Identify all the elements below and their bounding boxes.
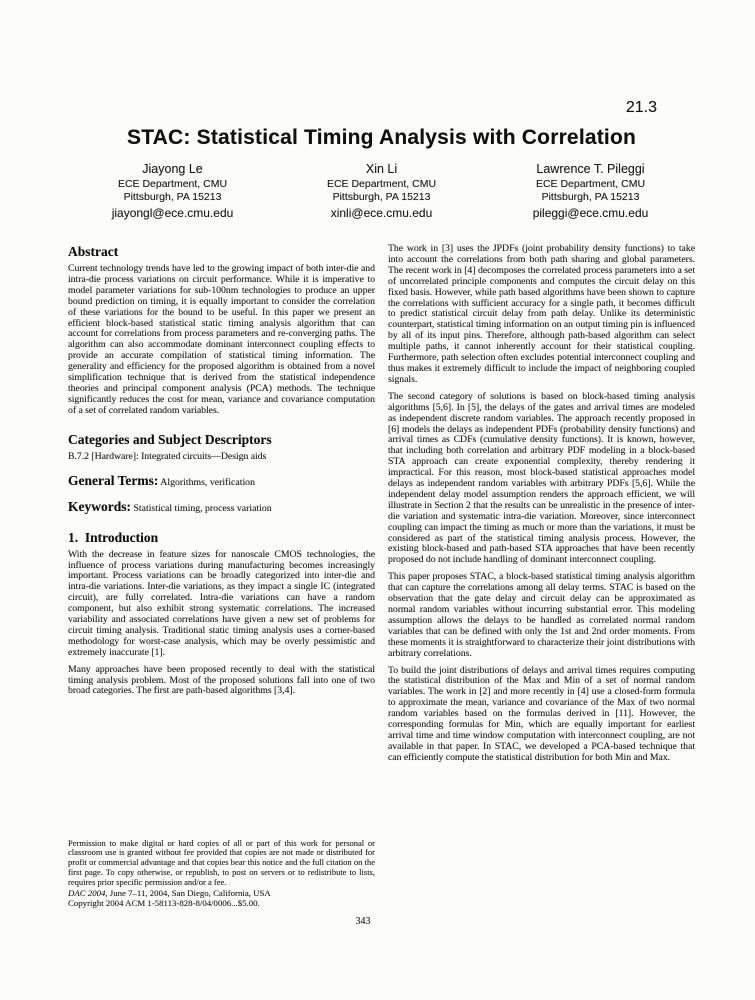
- venue-details: June 7–11, 2004, San Diego, California, USA: [107, 887, 271, 898]
- categories-text: B.7.2 [Hardware]: Integrated circuits—Design aids: [68, 450, 267, 462]
- keywords-heading: Keywords:: [68, 498, 131, 514]
- right-column: [388, 244, 695, 916]
- page-number: 343: [355, 916, 371, 927]
- abstract-heading: Abstract: [68, 244, 119, 259]
- author-name: Xin Li: [365, 162, 398, 176]
- left-column: [68, 244, 375, 916]
- venue-name: DAC 2004,: [68, 887, 108, 898]
- general-terms-heading: General Terms:: [68, 472, 159, 488]
- body-paragraph: The second category of solutions is based on block-based timing analysis algorithms [5,6]. In [5], the delays of the gates and arrival times are modeled as independent discrete random variables. The approach recently proposed in [6] models the delays as independent PDFs (probability density functions) and arrival times as CDFs (cumulative density functions). It is known, however, that including both correlation and arbitrary PDF modeling in a block-based STA approach can create exponential complexity, thereby rendering it impractical. For this reason, most block-based statistical approaches model delays as independent random variables with arbitrary PDFs [5,6]. While the independent delay model assumption renders the approach efficient, we will illustrate in Section 2 that the results can be unrealistic in the presence of inter-die variation and systematic intra-die variation. Moreover, since interconnect coupling can impact the timing as much or more than the variations, it must be considered as part of the statistical timing analysis process. However, the existing block-based and path-based STA approaches that have been recently proposed do not include handling of dominant interconnect coupling.: [388, 390, 695, 566]
- author-name: Jiayong Le: [142, 162, 203, 176]
- author-affiliation: ECE Department, CMU: [326, 178, 437, 190]
- introduction-heading: 1. Introduction: [68, 529, 159, 545]
- categories-heading: Categories and Subject Descriptors: [68, 431, 272, 447]
- keywords-text: Statistical timing, process variation: [133, 502, 272, 514]
- copyright-line: Copyright 2004 ACM 1-58113-828-8/04/0006...$5.00.: [68, 897, 260, 908]
- author-email: pileggi@ece.cmu.edu: [532, 206, 649, 220]
- introduction-paragraph: Many approaches have been proposed recently to deal with the statistical timing analysis problem. Most of the proposed solutions fall into one of two broad categories. The first are path-based algorithms [3,4].: [68, 663, 375, 697]
- body-paragraph: This paper proposes STAC, a block-based statistical timing analysis algorithm that can capture the correlations among all delay terms. STAC is based on the observation that the gate delay and circuit delay can be approximated as normal random variables without incurring substantial error. This modeling assumption allows the delays to be handled as correlated normal random variables that can be defined with only the 1st and 2nd order moments. From these moments it is straightforward to characterize their joint distributions with arbitrary correlations.: [388, 571, 695, 659]
- permission-notice: [68, 839, 375, 916]
- venue-line: [68, 888, 375, 898]
- author-1: [68, 162, 277, 220]
- permission-text: Permission to make digital or hard copies of all or part of this work for personal or classroom use is granted without fee provided that copies are not made or distributed for profit or commercial advantage and that copies bear this notice and the full citation on the first page. To copy otherwise, or republish, to post on servers or to redistribute to lists, requires prior specific permission and/or a fee.: [68, 837, 375, 887]
- author-name: Lawrence T. Pileggi: [536, 162, 645, 176]
- keywords-line: [68, 498, 375, 515]
- introduction-paragraph: With the decrease in feature sizes for nanoscale CMOS technologies, the influence of process variations during manufacturing becomes increasingly important. Process variations can be broadly categorized into inter-die and intra-die variations. Inter-die variations, as they impact a single IC (integrated circuit), are fully correlated. Intra-die variations can have a random component, but also exhibit strong systematic correlations. The increased variability and associated correlations have given a new set of problems for circuit timing analysis. Traditional static timing analysis uses a corner-based methodology for worst-case analysis, which may be overly pessimistic and extremely inaccurate [1].: [68, 548, 375, 658]
- abstract-text: Current technology trends have led to the growing impact of both inter-die and intra-die process variations on circuit performance. While it is imperative to model parameter variations for sub-100nm technologies to produce an upper bound prediction on timing, it is equally important to consider the correlation of these variations for the bound to be useful. In this paper we present an efficient block-based statistical static timing analysis algorithm that can account for correlations from process parameters and re-converging paths. The algorithm can also accommodate dominant interconnect coupling effects to provide an accurate compilation of statistical timing information. The generality and efficiency for the proposed algorithm is obtained from a novel simplification technique that is derived from the statistical independence theories and principal component analysis (PCA) methods. The technique significantly reduces the cost for mean, variance and covariance computation of a set of correlated random variables.: [68, 263, 375, 416]
- author-affiliation: ECE Department, CMU: [535, 178, 646, 190]
- author-email: jiayongl@ece.cmu.edu: [111, 206, 234, 220]
- author-affiliation: Pittsburgh, PA 15213: [541, 191, 640, 203]
- session-number: 21.3: [625, 99, 657, 116]
- author-affiliation: Pittsburgh, PA 15213: [332, 191, 431, 203]
- author-3: [486, 162, 695, 220]
- paper-title: STAC: Statistical Timing Analysis with Correlation: [126, 126, 637, 149]
- general-terms-line: [68, 472, 375, 489]
- author-affiliation: Pittsburgh, PA 15213: [123, 191, 222, 203]
- author-affiliation: ECE Department, CMU: [117, 178, 228, 190]
- author-email: xinli@ece.cmu.edu: [330, 206, 433, 220]
- two-column-body: [68, 244, 695, 916]
- author-2: [277, 162, 486, 220]
- author-block: [68, 162, 695, 220]
- body-paragraph: The work in [3] uses the JPDFs (joint probability density functions) to take into account the correlations from both path sharing and global parameters. The recent work in [4] decomposes the correlated process parameters into a set of uncorrelated principle components and computes the circuit delay on this fixed basis. However, while path based algorithms have been shown to capture the correlations with sufficient accuracy for a single path, it becomes difficult to predict statistical circuit delay from path delay. Unlike its deterministic counterpart, statistical timing information on an output timing pin is influenced by all of its input pins. Therefore, although path-based algorithm can select multiple paths, it cannot inherently account for their statistical coupling. Furthermore, path selection often excludes potential interconnect coupling and thus makes it extremely difficult to include the impact of neighboring coupled signals.: [388, 244, 695, 385]
- general-terms-text: Algorithms, verification: [160, 476, 255, 488]
- body-paragraph: To build the joint distributions of delays and arrival times requires computing the statistical distribution of the Max and Min of a set of normal random variables. The work in [2] and more recently in [4] use a closed-form formula to approximate the mean, variance and covariance of the Max of two normal random variables based on the formulas derived in [11]. However, the corresponding formulas for Min, which are equally important for earliest arrival time and time window computation with interconnect coupling, are not available in that paper. In STAC, we developed a PCA-based technique that can efficiently compute the statistical distribution for both Min and Max.: [388, 664, 695, 763]
